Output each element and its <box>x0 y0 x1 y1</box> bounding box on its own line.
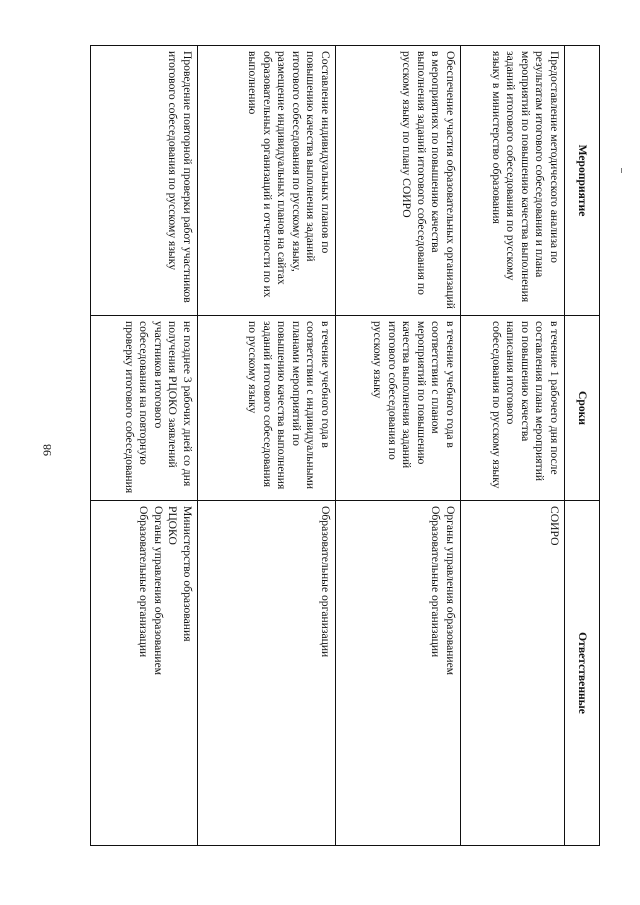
deadline-cell: не позднее 3 рабочих дней со дня получения РЦОКО заявлений участников итогового собеседования на повторную проверку итогового собеседования <box>91 316 198 501</box>
deadline-cell: в течение учебного года в соответствии с индивидуальными планами мероприятий по повышению качества выполнения заданий итогового собеседования по русскому языку <box>198 316 336 501</box>
event-cell: Проведение повторной проверки работ участников итогового собеседования по русскому языку <box>91 46 198 316</box>
responsible-cell: СОИРО <box>461 501 565 846</box>
header-responsible: Ответственные <box>565 501 600 846</box>
page-number: 98 <box>40 444 54 456</box>
events-table <box>90 45 600 846</box>
stray-mark <box>621 168 622 173</box>
header-event: Мероприятие <box>565 46 600 316</box>
event-cell: Обеспечение участия образовательных организаций в мероприятиях по повышению качества выполнения заданий итогового собеседования по русскому языку по плану СОИРО <box>336 46 461 316</box>
event-cell: Предоставление методического анализа по результатам итогового собеседования и плана мероприятий по повышению качества выполнения заданий итогового собеседования по русскому языку в министерство образования <box>461 46 565 316</box>
deadline-cell: в течение 1 рабочего дня после составления плана мероприятий по повышению качества написания итогового собеседования по русскому языку <box>461 316 565 501</box>
rotated-table-container <box>90 45 600 845</box>
responsible-cell: Органы управления образованием Образовательные организации <box>336 501 461 846</box>
table-row <box>336 46 461 846</box>
table-header-row <box>565 46 600 846</box>
table-row <box>91 46 198 846</box>
table-row <box>198 46 336 846</box>
header-deadline: Сроки <box>565 316 600 501</box>
table-row <box>461 46 565 846</box>
deadline-cell: в течение учебного года в соответствии с планом мероприятий по повышению качества выполнения заданий итогового собеседования по русскому языку <box>336 316 461 501</box>
event-cell: Составление индивидуальных планов по повышению качества выполнения заданий итогового собеседования по русскому языку, размещение индивидуальных планов на сайтах образовательных организаций и отчетности по их выполнению <box>198 46 336 316</box>
responsible-cell: Министерство образования РЦОКО Органы управления образованием Образовательные организации <box>91 501 198 846</box>
responsible-cell: Образовательные организации <box>198 501 336 846</box>
